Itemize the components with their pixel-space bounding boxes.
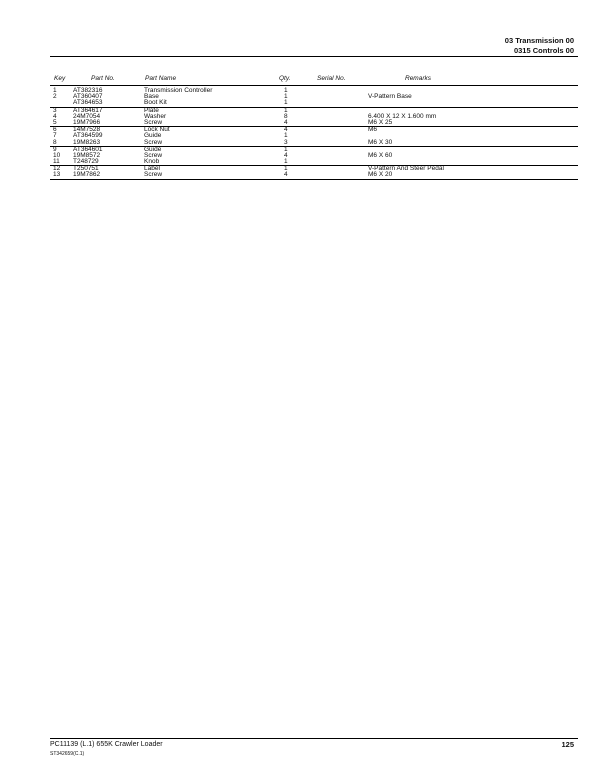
part-name-cell: Screw bbox=[144, 118, 163, 126]
remarks-cell: M6 X 20 bbox=[368, 171, 393, 179]
part-name-cell: Knob bbox=[144, 158, 160, 166]
key-cell: 9 bbox=[53, 145, 57, 153]
header-rule bbox=[50, 56, 578, 57]
parts-group bbox=[50, 147, 578, 167]
part-number-cell: AT360407 bbox=[73, 93, 103, 101]
page-number: 125 bbox=[561, 740, 574, 749]
part-number-cell: 19M7966 bbox=[73, 118, 101, 126]
part-number-cell: 24M7054 bbox=[73, 112, 101, 120]
key-cell: 1 bbox=[53, 87, 57, 94]
key-cell: 3 bbox=[53, 106, 57, 114]
col-remarks-header: Remarks bbox=[405, 75, 432, 82]
key-cell: 7 bbox=[53, 132, 57, 140]
part-number-cell: AT364601 bbox=[73, 145, 103, 153]
key-cell: 11 bbox=[53, 158, 60, 166]
subsection-title: 0315 Controls 00 bbox=[513, 46, 574, 55]
remarks-cell: M6 X 60 bbox=[368, 151, 393, 159]
part-name-cell: Boot Kit bbox=[144, 99, 167, 107]
qty-cell: 4 bbox=[284, 151, 288, 159]
qty-cell: 4 bbox=[284, 126, 288, 134]
part-name-cell: Plate bbox=[144, 106, 159, 114]
section-title: 03 Transmission 00 bbox=[504, 36, 574, 45]
qty-cell: 1 bbox=[284, 99, 288, 107]
qty-cell: 1 bbox=[284, 158, 288, 166]
footer-document-id: PC11139 (L.1) 655K Crawler Loader bbox=[50, 741, 163, 748]
qty-cell: 1 bbox=[284, 106, 288, 114]
key-cell: 12 bbox=[53, 165, 61, 173]
column-header-rule bbox=[50, 85, 578, 86]
remarks-cell: 6.400 X 12 X 1.600 mm bbox=[368, 112, 437, 120]
part-name-cell: Screw bbox=[144, 151, 163, 159]
qty-cell: 1 bbox=[284, 93, 288, 101]
qty-cell: 4 bbox=[284, 118, 288, 126]
parts-group bbox=[50, 108, 578, 128]
key-cell: 6 bbox=[53, 126, 57, 134]
part-name-cell: Guide bbox=[144, 132, 162, 140]
parts-row bbox=[50, 120, 578, 126]
part-name-cell: Lock Nut bbox=[144, 126, 170, 134]
part-number-cell: 19M7862 bbox=[73, 171, 101, 179]
footer-rule bbox=[50, 738, 578, 739]
part-number-cell: 19M8572 bbox=[73, 151, 101, 159]
col-key-header: Key bbox=[54, 75, 66, 82]
parts-group bbox=[50, 88, 578, 108]
qty-cell: 3 bbox=[284, 138, 288, 146]
remarks-cell: V-Pattern Base bbox=[368, 93, 412, 101]
parts-group bbox=[50, 127, 578, 147]
col-part-name-header: Part Name bbox=[145, 75, 177, 82]
col-serial-header: Serial No. bbox=[317, 75, 346, 82]
part-name-cell: Washer bbox=[144, 112, 167, 120]
parts-table bbox=[50, 88, 578, 180]
remarks-cell: M6 X 30 bbox=[368, 138, 393, 146]
remarks-cell: V-Pattern And Steer Pedal bbox=[368, 165, 444, 173]
footer-code: ST342659(C.1) bbox=[50, 751, 85, 757]
part-name-cell: Transmission Controller bbox=[144, 87, 213, 94]
remarks-cell: M6 bbox=[368, 126, 378, 134]
col-qty-header: Qty. bbox=[279, 75, 291, 82]
qty-cell: 4 bbox=[284, 171, 288, 179]
key-cell: 4 bbox=[53, 112, 57, 120]
part-name-cell: Guide bbox=[144, 145, 162, 153]
qty-cell: 1 bbox=[284, 132, 288, 140]
key-cell: 5 bbox=[53, 118, 57, 126]
key-cell: 2 bbox=[53, 93, 57, 101]
key-cell: 13 bbox=[53, 171, 61, 179]
qty-cell: 1 bbox=[284, 165, 288, 173]
qty-cell: 1 bbox=[284, 87, 288, 94]
col-part-no-header: Part No. bbox=[91, 75, 115, 82]
part-number-cell: AT364599 bbox=[73, 132, 103, 140]
parts-row bbox=[50, 172, 578, 178]
part-number-cell: AT382316 bbox=[73, 87, 103, 94]
part-number-cell: 19M8263 bbox=[73, 138, 101, 146]
key-cell: 8 bbox=[53, 138, 57, 146]
part-number-cell: 14M7528 bbox=[73, 126, 101, 134]
part-number-cell: AT364653 bbox=[73, 99, 103, 107]
part-name-cell: Base bbox=[144, 93, 159, 101]
part-number-cell: T248729 bbox=[73, 158, 99, 166]
parts-row bbox=[50, 100, 578, 106]
remarks-cell: M6 X 25 bbox=[368, 118, 393, 126]
parts-group bbox=[50, 166, 578, 179]
qty-cell: 1 bbox=[284, 145, 288, 153]
part-number-cell: AT364617 bbox=[73, 106, 103, 114]
part-name-cell: Screw bbox=[144, 138, 163, 146]
part-number-cell: T250751 bbox=[73, 165, 99, 173]
key-cell: 10 bbox=[53, 151, 61, 159]
parts-row bbox=[50, 159, 578, 165]
part-name-cell: Screw bbox=[144, 171, 163, 179]
part-name-cell: Label bbox=[144, 165, 160, 173]
parts-row bbox=[50, 140, 578, 146]
qty-cell: 8 bbox=[284, 112, 288, 120]
